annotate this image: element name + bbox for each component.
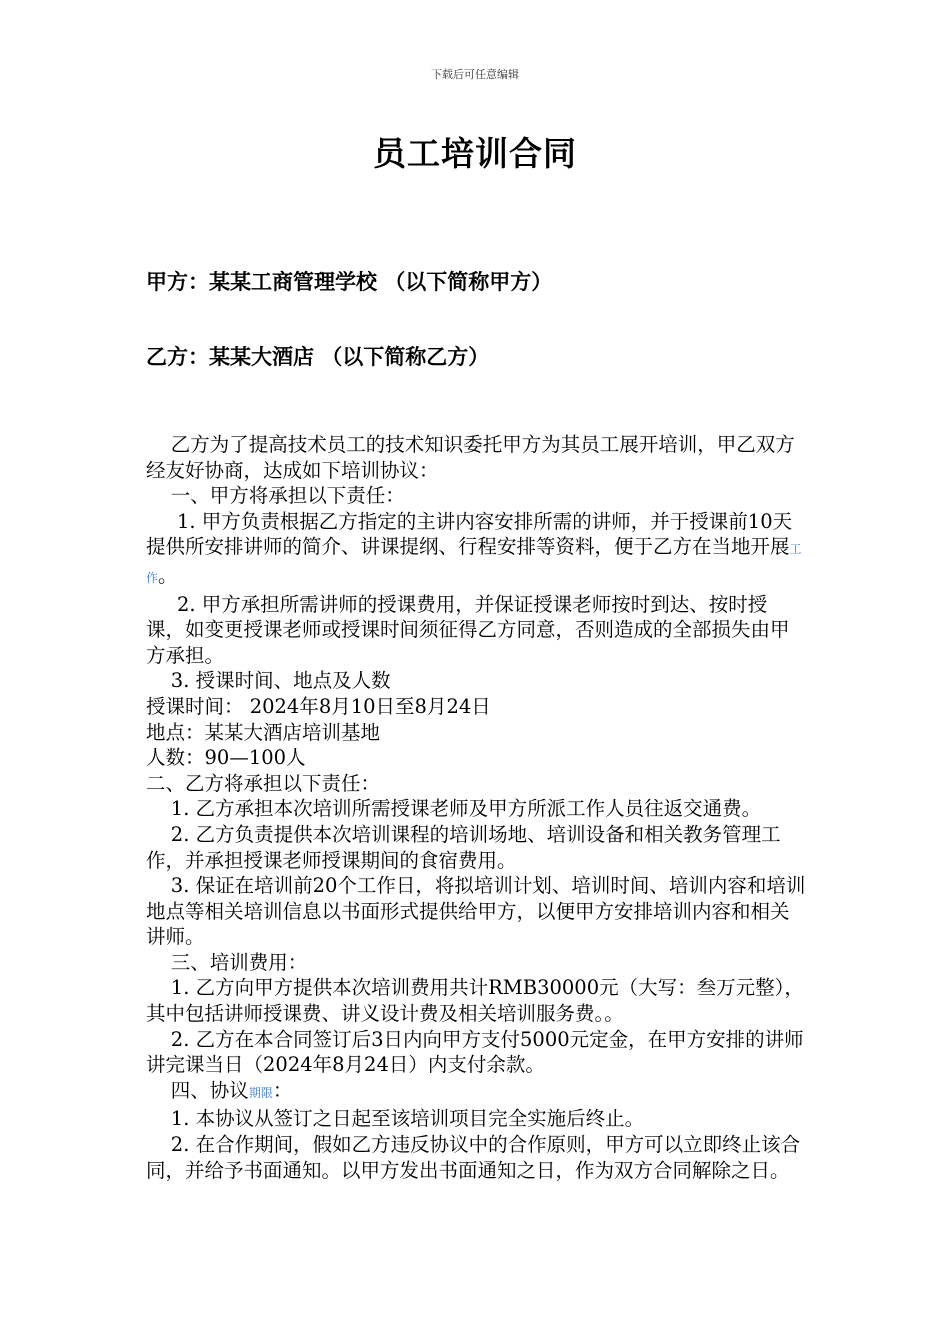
section-4-heading	[146, 1078, 806, 1107]
training-time: 授课时间： 2024年8月10日至8月24日	[146, 694, 491, 718]
clause-1-1	[146, 509, 806, 592]
clause-text: 1. 甲方负责根据乙方指定的主讲内容安排所需的讲师，并于授课前10天提供所安排讲师的简介、讲课提纲、行程安排等资料，便于乙方在当地开展	[146, 509, 793, 559]
intro-paragraph: 乙方为了提高技术员工的技术知识委托甲方为其员工展开培训，甲乙双方经友好协商，达成如下培训协议：	[146, 433, 795, 482]
section-4-text: 四、协议	[146, 1078, 249, 1102]
clause-4-1: 1. 本协议从签订之日起至该培训项目完全实施后终止。	[146, 1107, 645, 1131]
document-title: 员工培训合同	[373, 134, 577, 173]
clause-1-3: 3. 授课时间、地点及人数	[146, 669, 391, 693]
clause-3-2: 2. 乙方在本合同签订后3日内向甲方支付5000元定金，在甲方安排的讲师讲完课当日（2024年8月24日）内支付余款。	[146, 1027, 804, 1077]
inline-note-period: 期限	[248, 1085, 273, 1100]
training-location: 地点：某某大酒店培训基地	[146, 720, 381, 744]
section-3-heading: 三、培训费用：	[146, 950, 308, 974]
clause-2-3: 3. 保证在培训前20个工作日，将拟培训计划、培训时间、培训内容和培训地点等相关培训信息以书面形式提供给甲方，以便甲方安排培训内容和相关讲师。	[146, 874, 806, 949]
clause-2-1: 1. 乙方承担本次培训所需授课老师及甲方所派工作人员往返交通费。	[146, 797, 762, 821]
section-4-tail: ：	[272, 1078, 293, 1102]
clause-tail: 。	[158, 563, 178, 587]
inline-note-work: 工作	[146, 542, 802, 585]
section-2-heading: 二、乙方将承担以下责任：	[146, 771, 381, 795]
party-b: 乙方：某某大酒店 （以下简称乙方）	[146, 344, 490, 369]
clause-4-2: 2. 在合作期间，假如乙方违反协议中的合作原则，甲方可以立即终止该合同，并给予书面通知。以甲方发出书面通知之日，作为双方合同解除之日。	[146, 1133, 801, 1182]
header-note: 下载后可任意编辑	[431, 68, 519, 81]
contract-body	[146, 432, 806, 1183]
section-1-heading: 一、甲方将承担以下责任：	[146, 484, 405, 508]
party-a: 甲方：某某工商管理学校 （以下简称甲方）	[146, 269, 553, 294]
clause-2-2: 2. 乙方负责提供本次培训课程的培训场地、培训设备和相关教务管理工作，并承担授课老师授课期间的食宿费用。	[146, 822, 781, 872]
clause-3-1: 1. 乙方向甲方提供本次培训费用共计RMB30000元（大写：叁万元整），其中包括讲师授课费、讲义设计费及相关培训服务费。。	[146, 976, 804, 1026]
training-headcount: 人数：90—100人	[146, 746, 306, 770]
clause-1-2: 2. 甲方承担所需讲师的授课费用，并保证授课老师按时到达、按时授课，如变更授课老师或授课时间须征得乙方同意，否则造成的全部损失由甲方承担。	[146, 592, 790, 667]
